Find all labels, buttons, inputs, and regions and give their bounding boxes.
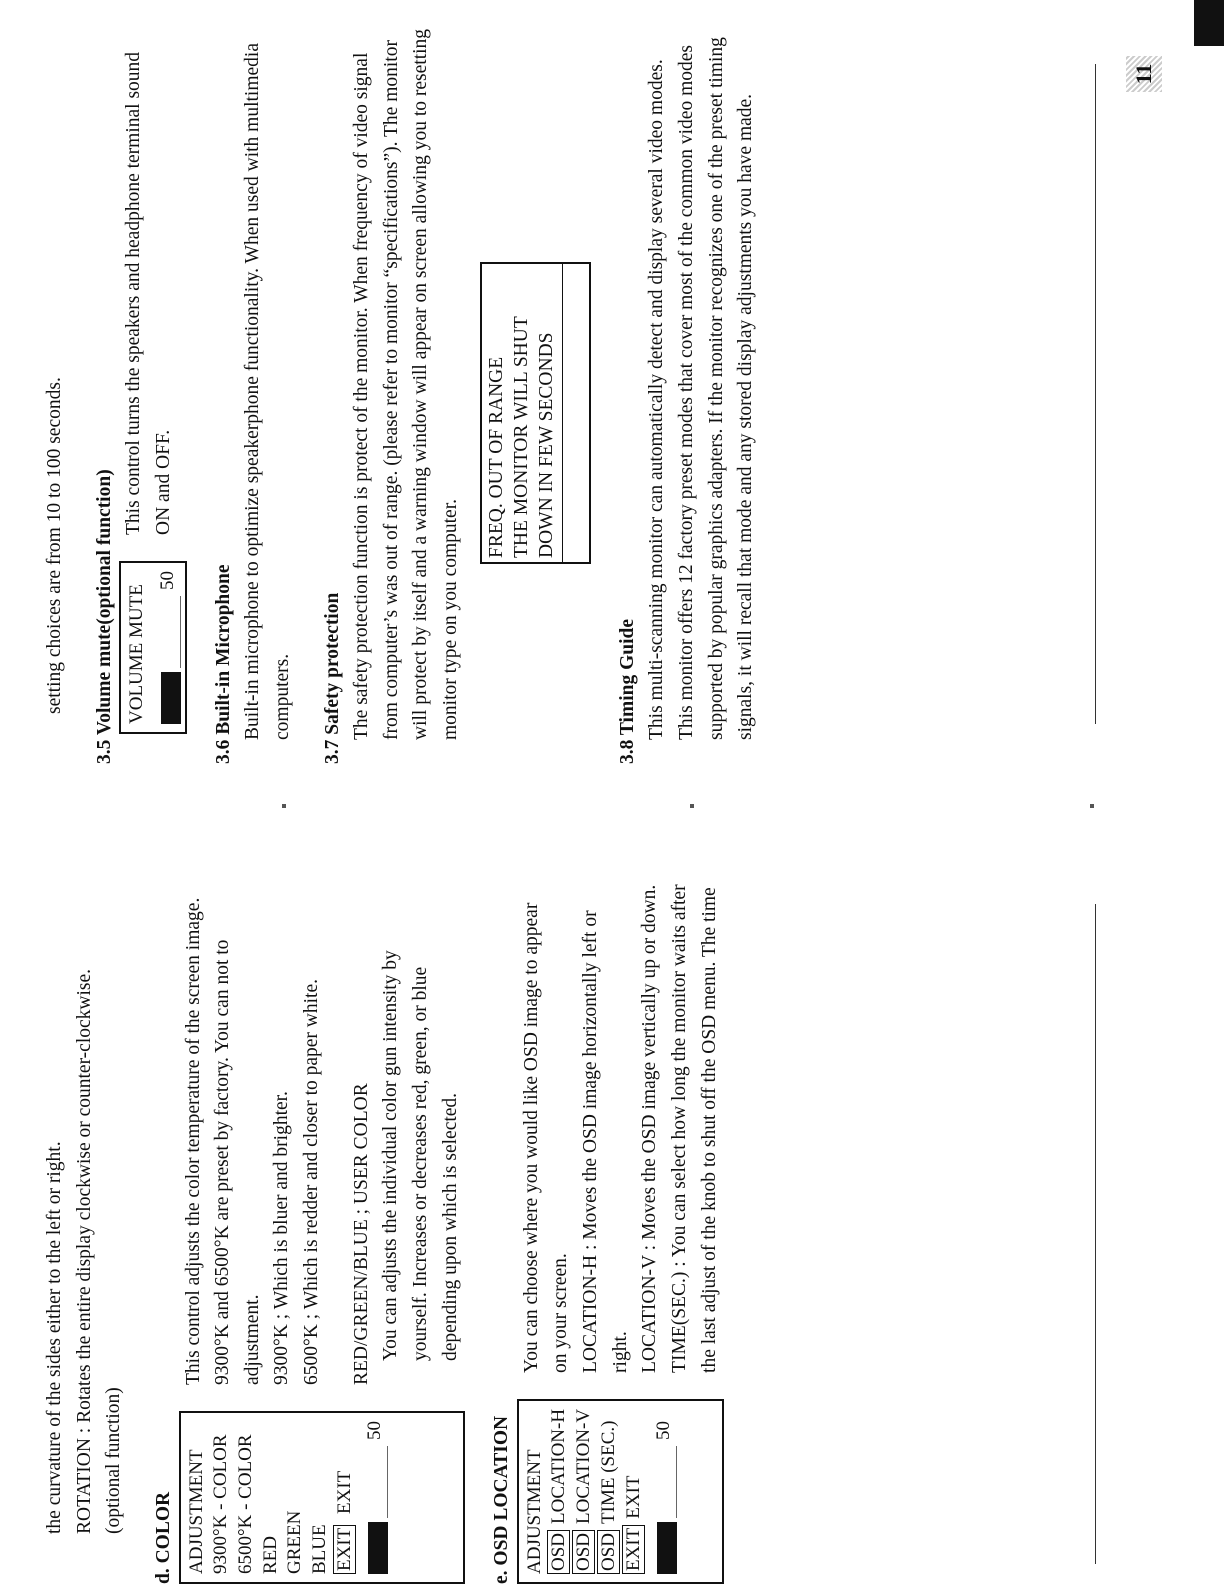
- osd-menu-item: LOCATION-V: [573, 1408, 595, 1524]
- warning-line: DOWN IN FEW SECONDS: [536, 332, 558, 558]
- osd-tag: OSD: [572, 1530, 595, 1574]
- osd-section: [517, 884, 724, 1584]
- osd-menu-title: ADJUSTMENT: [523, 1449, 545, 1574]
- osd-level-value: 50: [653, 1421, 675, 1440]
- mic-heading: 3.6 Built-in Microphone: [212, 564, 234, 764]
- osd-tag: OSD: [547, 1530, 570, 1574]
- osd-menu-item: LOCATION-H: [548, 1408, 570, 1524]
- color-osd-menu: [179, 1411, 466, 1584]
- osd-description: [517, 884, 724, 1373]
- safety-heading: 3.7 Safety protection: [321, 592, 343, 764]
- osd-desc-4: TIME(SEC.) : You can select how long the monitor waits after the last adjust of the knob to shut off the OSD menu. The time: [668, 884, 720, 1373]
- color-desc-2: 9300°K ; Which is bluer and brighter.: [271, 1091, 293, 1385]
- rotation-note: (optional function): [103, 1387, 125, 1534]
- timing-heading: 3.8 Timing Guide: [616, 618, 638, 764]
- volume-level-track: [160, 596, 181, 668]
- osd-menu: [517, 1399, 724, 1584]
- safety-description: The safety protection function is protect of the monitor. When frequency of video signal from computer’s was out of range. (please refer to monitor “specifications”). The monitor will protect by itself and a warning window will appear on screen allowing you to resetting monitor type on you computer.: [351, 28, 461, 740]
- color-desc-5: You can adjusts the individual color gun intensity by yourself. Increases or decreases red, green, or blue depending upon which is selected.: [380, 950, 461, 1361]
- warning-line: FREQ. OUT OF RANGE: [485, 356, 507, 558]
- color-level-value: 50: [364, 1421, 386, 1440]
- osd-desc-2: LOCATION-H : Moves the OSD image horizontally left or right.: [580, 910, 631, 1373]
- osd-desc-1: You can choose where you would like OSD image to appear on your screen.: [520, 902, 572, 1373]
- color-level-meter: [363, 1421, 388, 1574]
- color-section: [179, 884, 466, 1584]
- scan-dot: [690, 804, 694, 808]
- volume-level-value: 50: [156, 571, 178, 590]
- left-column: [40, 884, 746, 1584]
- osd-tag: OSD: [597, 1530, 620, 1574]
- color-menu-item: BLUE: [308, 1524, 330, 1574]
- page-number: 11: [1126, 56, 1162, 92]
- osd-level-track: [656, 1446, 677, 1518]
- rotation-line: ROTATION : Rotates the entire display clockwise or counter-clockwise.: [73, 968, 95, 1534]
- warning-blank-row: [562, 264, 589, 562]
- right-column: [40, 24, 761, 764]
- osd-menu-item: EXIT: [622, 1475, 644, 1519]
- volume-description: This control turns the speakers and headphone terminal sound ON and OFF.: [123, 51, 174, 535]
- osd-level-meter: [652, 1409, 677, 1574]
- warning-window: [480, 262, 591, 564]
- volume-heading: 3.5 Volume mute(optional function): [93, 469, 115, 764]
- volume-level-fill: [161, 672, 181, 724]
- volume-section: [119, 24, 186, 764]
- color-menu-item: GREEN: [284, 1510, 306, 1574]
- timing-description: This multi-scanning monitor can automatically detect and display several video modes. This monitor offers 12 factory preset modes that cover most of the common video modes supported by popular graphics adapters. If the monitor recognizes one of the preset timing signals, it will recall that mode and any stored display adjustments you have made.: [646, 37, 757, 740]
- volume-level-meter: [156, 571, 181, 724]
- color-heading: d. COLOR: [152, 1491, 174, 1584]
- color-level-track: [367, 1446, 388, 1518]
- color-desc-1: This control adjusts the color temperature of the screen image. 9300°K and 6500°K are preset by factory. You can not to adjustment.: [182, 897, 263, 1385]
- color-desc-3: 6500°K ; Which is redder and closer to paper white.: [301, 979, 322, 1385]
- color-exit-tag: EXIT: [333, 1525, 356, 1574]
- osd-desc-3: LOCATION-V : Moves the OSD image vertically up or down.: [639, 884, 661, 1373]
- rotation-intro: the curvature of the sides either to the left or right.: [44, 1141, 65, 1534]
- scan-dot: [282, 804, 286, 808]
- left-column-rule: [1095, 904, 1096, 1564]
- warning-line: THE MONITOR WILL SHUT: [510, 316, 532, 558]
- osd-menu-item: TIME (SEC.): [597, 1420, 619, 1524]
- color-menu-item: 9300°K - COLOR: [210, 1434, 232, 1574]
- color-desc-4: RED/GREEN/BLUE ; USER COLOR: [350, 1083, 372, 1385]
- osd-exit-tag: EXIT: [622, 1525, 645, 1574]
- mic-description: Built-in microphone to optimize speakerphone functionality. When used with multimedia computers.: [242, 43, 293, 740]
- scan-dot: [1090, 804, 1094, 808]
- color-exit-label: EXIT: [333, 1470, 355, 1514]
- color-description: [179, 884, 466, 1385]
- color-level-fill: [368, 1522, 388, 1574]
- volume-menu-title: VOLUME MUTE: [126, 584, 148, 724]
- volume-osd-menu: [119, 561, 186, 734]
- timer-continuation: setting choices are from 10 to 100 seconds.: [44, 377, 65, 714]
- color-menu-item: RED: [259, 1536, 281, 1574]
- color-menu-title: ADJUSTMENT: [185, 1449, 207, 1574]
- right-column-rule: [1095, 64, 1096, 724]
- color-menu-item: 6500°K - COLOR: [234, 1434, 256, 1574]
- osd-heading: e. OSD LOCATION: [491, 1415, 513, 1584]
- osd-level-fill: [657, 1522, 677, 1574]
